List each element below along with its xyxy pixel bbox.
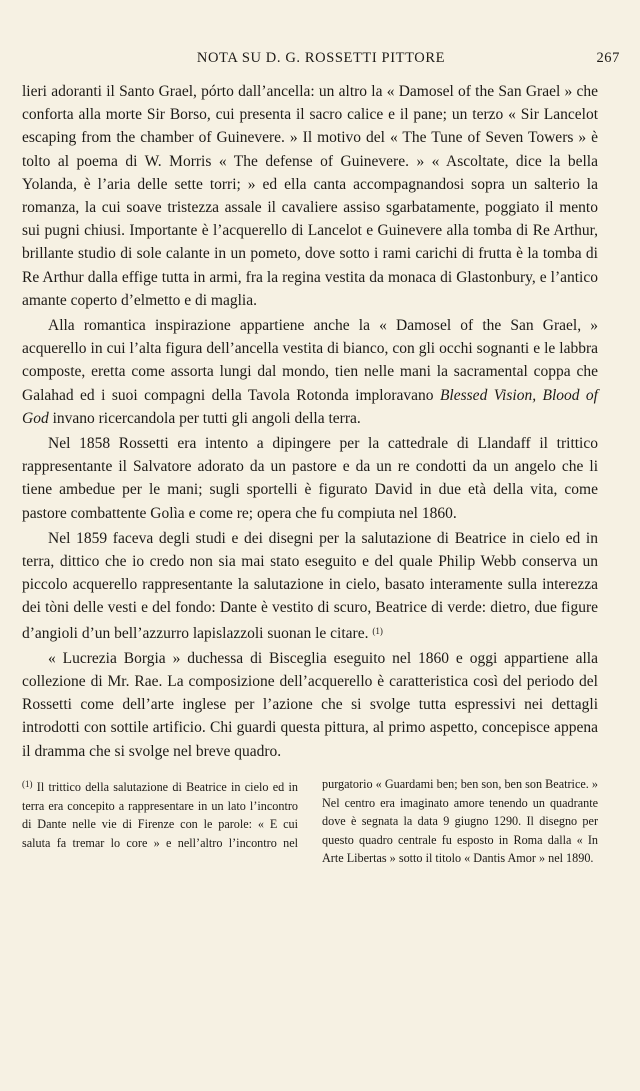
paragraph: Nel 1858 Rossetti era intento a dipingere per la cattedrale di Llandaff il trittico rappresentante il Salvatore adorato da un pastore e da un re condotti da un angelo che li tiene ambedue per le mani; sugli sportelli è figurato David in due età della vita, come pastore combattente Golìa e come re; opera che fu compiuta nel 1860. <box>22 435 598 522</box>
paragraph: lieri adoranti il Santo Grael, pórto dall’ancella: un altro la « Damosel of the San Grael » che conforta alla morte Sir Borso, cui presenta il sacro calice e il pane; un terzo « Sir Lancelot escaping from the chamber of Guinevere. » Il motivo del « The Tune of Seven Towers » è tolto al poema di W. Morris « The defense of Guinevere. » « Ascoltate, dice la bella Yolanda, è l’aria delle sette torri; » ed ella canta accompagnandosi sopra un salterio la romanza, la cui soave tristezza assale il cavaliere assiso sgarbatamente, poggiato il mento sui pugni chiusi. Importante è l’acquerello di Lancelot e Guinevere alla tomba di Re Arthur, brillante studio di sole calante in un pometo, dove sotto i rami carichi di frutta è la tomba di Re Arthur dalla effige tutta in armi, fra la regina vestita da monaca di Glastonbury, e l’antico amante coperto d’elmetto e di maglia. <box>22 83 598 309</box>
footnote-marker: (1) <box>22 779 33 789</box>
footnote <box>22 775 598 868</box>
footnote-reference: (1) <box>372 625 383 636</box>
paragraph: « Lucrezia Borgia » duchessa di Bisceglia eseguito nel 1860 e oggi appartiene alla collezione di Mr. Rae. La composizione dell’acquerello è caratteristica così del periodo del Rossetti come dell’arte inglese per l’azione che si svolge tutta espressivi nei dettagli introdotti con sottile artificio. Chi guardi questa pittura, al primo aspetto, concepisce appena il dramma che si svolge nel breve quadro. <box>22 649 598 760</box>
page-header <box>22 50 620 72</box>
paragraph <box>22 314 598 430</box>
footnote-block <box>22 775 598 868</box>
italic-title: Blessed Vision, Blood of God <box>22 386 598 427</box>
paragraph <box>22 527 598 645</box>
footnote-text: Il trittico della salutazione di Beatrice in cielo ed in terra era concepito a rappresentare in un lato l’incontro di Dante nelle vie di Firenze con le parole: « E cui saluta fa tremar lo core » e nell’altro l’incontro nel purgatorio « Guardami ben; ben son, ben son Beatrice. » Nel centro era imaginato amore tenendo un quadrante dove è segnata la data 9 giugno 1290. Il disegno per questo quadro centrale fu esposto in Roma dalla « In Arte Libertas » sotto il titolo « Dantis Amor » nel 1890. <box>22 777 598 866</box>
running-title: NOTA SU D. G. ROSSETTI PITTORE <box>196 50 446 66</box>
paragraph-text: Alla romantica inspirazione appartiene anche la « Damosel of the San Grael, » acquerello in cui l’alta figura dell’ancella vestita di bianco, con gli occhi sognanti e le labbra composte, eretta come assorta lungi dal mondo, tien nelle mani la sacramental coppa che Galahad ed i suoi compagni della Tavola Rotonda imploravano <box>22 317 598 404</box>
page-number: 267 <box>596 50 620 66</box>
paragraph-text: Nel 1859 faceva degli studi e dei disegni per la salutazione di Beatrice in cielo ed in terra, dittico che io credo non sia mai stato eseguito e del quale Philip Webb conserva un piccolo acquerello rappresentante la salutazione in cielo, basato interamente sulla interezza dei tòni delle vesti e del fondo: Dante è vestito di scuro, Beatrice di verde: dietro, due figure d’angioli d’un bell’azzurro lapislazzoli suonan le citare. <box>22 529 598 642</box>
paragraph-text: invano ricercandola per tutti gli angoli della terra. <box>52 409 361 427</box>
body-text <box>22 80 598 765</box>
